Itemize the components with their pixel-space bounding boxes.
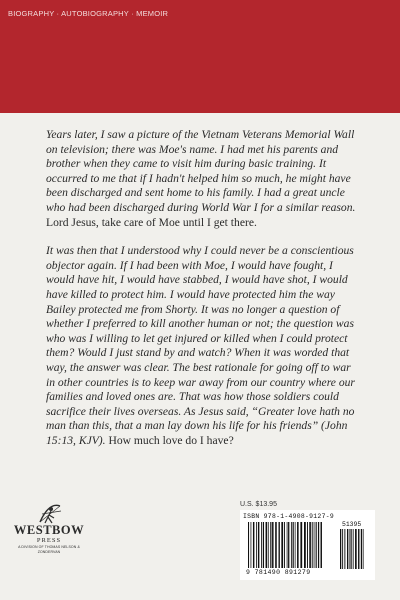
barcode-bar: [318, 522, 319, 568]
back-cover-excerpt: [46, 128, 362, 462]
barcode-bar: [268, 522, 269, 568]
isbn-label: ISBN 978-1-4908-9127-9: [243, 513, 334, 520]
barcode-bar: [349, 529, 350, 569]
barcode-bar: [347, 529, 348, 569]
barcode-bar: [321, 522, 322, 568]
barcode-bar: [275, 522, 277, 568]
barcode-bar: [258, 522, 259, 568]
barcode-bar: [295, 522, 296, 568]
barcode-bar: [284, 522, 285, 568]
barcode-bar: [272, 522, 273, 568]
barcode-bar: [344, 529, 345, 569]
barcode-bar: [361, 529, 362, 569]
barcode-bar: [288, 522, 289, 568]
barcode-bar: [291, 522, 292, 568]
publisher-name: WESTBOW: [13, 523, 85, 537]
isbn-barcode: [240, 510, 375, 580]
barcode-bar: [261, 522, 262, 568]
genre-label: BIOGRAPHY · AUTOBIOGRAPHY · MEMOIR: [8, 9, 169, 18]
barcode-addon-bars: [340, 529, 370, 569]
barcode-addon-digits: 51395: [342, 521, 362, 528]
barcode-bar: [358, 529, 359, 569]
publisher-press: PRESS: [36, 537, 62, 544]
barcode-bar: [316, 522, 317, 568]
barcode-bar: [281, 522, 283, 568]
excerpt-paragraph-2-question: How much love do I have?: [105, 433, 234, 447]
publisher-division: A DIVISION OF THOMAS NELSON & ZONDERVAN: [18, 545, 80, 554]
barcode-bar: [251, 522, 252, 568]
barcode-bar: [256, 522, 257, 568]
barcode-bar: [266, 522, 268, 568]
barcode-bar: [363, 529, 364, 569]
barcode-bars: [248, 522, 336, 568]
barcode-bar: [253, 522, 254, 568]
publisher-logo: [8, 524, 90, 554]
barcode-bar: [263, 522, 264, 568]
excerpt-paragraph-2: [46, 244, 362, 448]
header-band: [0, 0, 400, 113]
barcode-bar: [355, 529, 357, 569]
barcode-bar: [300, 522, 302, 568]
barcode-bar: [312, 522, 313, 568]
barcode-bar: [342, 529, 343, 569]
barcode-bar: [287, 522, 288, 568]
barcode-bar: [248, 522, 249, 568]
barcode-bar: [309, 522, 311, 568]
barcode-bar: [304, 522, 306, 568]
barcode-bar: [307, 522, 308, 568]
excerpt-paragraph-1-prayer: Lord Jesus, take care of Moe until I get there.: [46, 215, 257, 229]
barcode-bar: [297, 522, 299, 568]
barcode-bar: [270, 522, 271, 568]
barcode-bar: [340, 529, 341, 569]
barcode-bar: [279, 522, 280, 568]
barcode-bar: [314, 522, 315, 568]
barcode-bar: [351, 529, 352, 569]
excerpt-paragraph-1: [46, 128, 362, 230]
excerpt-paragraph-1-italic: Years later, I saw a picture of the Vietnam Veterans Memorial Wall on television; there was Moe's name. I had met his parents and brother when they came to visit him during basic training. It occurred to me that if I hadn't helped him so much, he might have been discharged and sent home to his family. I had a great uncle who had been discharged during World War I for a similar reason.: [46, 128, 356, 214]
price-label: U.S. $13.95: [240, 501, 277, 508]
barcode-bar: [353, 529, 354, 569]
barcode-digits: 9 781490 891279: [246, 569, 311, 576]
barcode-bar: [293, 522, 294, 568]
excerpt-paragraph-2-italic: It was then that I understood why I could never be a conscientious objector again. If I had been with Moe, I would have fought, I would have hit, I would have stabbed, I would have shot, I would have killed to protect him. I would have protected him the way Bailey protected me from Shorty. It was no longer a question of whether I preferred to kill another human or not; the question was who was I willing to let get injured or killed when I could protect them? Would I just stand by and watch? When it was worded that way, the answer was clear. The best rationale for going off to war in other countries is to keep war away from our country where our families and loved ones are. That was how those soldiers could sacrifice their lives overseas. As Jesus said, “Greater love hath no man than this, that a man lay down his life for his friends” (John 15:13, KJV).: [46, 244, 355, 447]
